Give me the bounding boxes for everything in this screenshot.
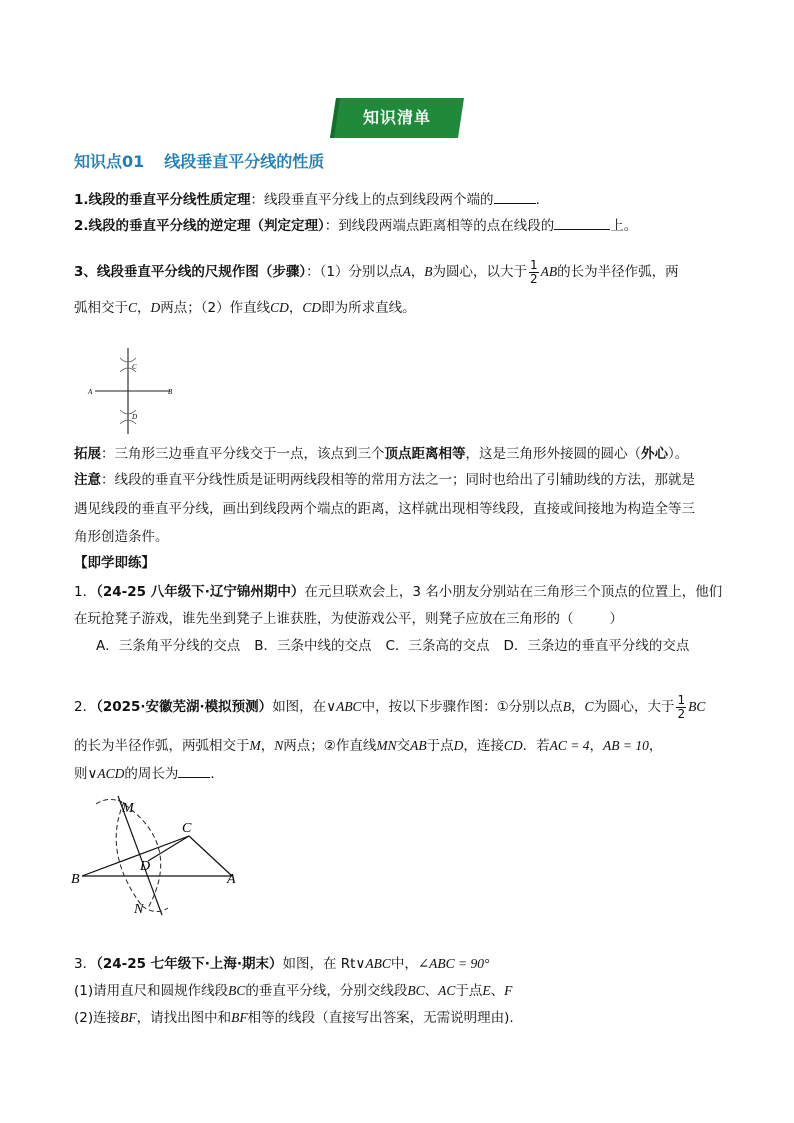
- text-segment: 的周长为: [124, 766, 179, 782]
- note-line-2: 遇见线段的垂直平分线，画出到线段两个端点的距离，这样就出现相等线段，直接或间接地为构造全等三: [74, 501, 695, 517]
- option-a[interactable]: A．三条角平分线的交点: [96, 638, 241, 654]
- text-segment: 两点；（2）作直线: [160, 300, 271, 316]
- text-segment: 在玩抢凳子游戏，谁先坐到凳子上谁获胜，为使游戏公平，则凳子应放在三角形的（: [74, 611, 574, 627]
- question-number: 3．: [74, 956, 97, 972]
- theorem-1-text: ：线段垂直平分线上的点到线段两个端的: [250, 192, 494, 208]
- text-segment: 的垂直平分线，分别交线段: [245, 983, 408, 999]
- theorem-1-end: .: [535, 192, 540, 208]
- section-banner: [330, 98, 464, 138]
- segment-label: BF: [231, 1010, 248, 1025]
- point-label: M: [249, 738, 261, 753]
- segment-label: CD: [302, 300, 322, 315]
- triangle-label: ∨ABC: [326, 699, 362, 714]
- emphasis-text: 外心: [641, 446, 668, 462]
- question-3-part-1: [74, 981, 512, 1001]
- fraction-denominator: 2: [677, 706, 686, 721]
- text-segment: ）: [609, 611, 623, 627]
- triangle-label: ∨ABC: [355, 956, 391, 971]
- option-b[interactable]: B．三条中线的交点: [254, 638, 372, 654]
- point-label-D: D: [140, 859, 151, 874]
- text-segment: 于点: [455, 983, 483, 999]
- knowledge-point-number: 知识点01: [74, 152, 145, 171]
- text-segment: 两点；②作直线: [283, 738, 377, 754]
- point-label-B: B: [168, 388, 173, 396]
- question-2-line-1: [74, 692, 705, 722]
- triangle-construction-figure: [66, 790, 256, 920]
- question-3-part-2: [74, 1008, 514, 1028]
- segment-label: BC: [228, 983, 246, 998]
- point-label: A: [402, 264, 411, 279]
- fraction-half: [676, 694, 686, 721]
- theorem-2: [74, 215, 637, 236]
- text-segment: ，: [410, 264, 425, 280]
- extension-note: [74, 444, 688, 464]
- text-segment: ：三角形三边垂直平分线交于一点，该点到三个: [101, 446, 385, 462]
- text-segment: 中，: [390, 956, 418, 972]
- construction-label: 3、线段垂直平分线的尺规作图（步骤）: [74, 264, 307, 280]
- fraction-numerator: 1: [530, 257, 538, 272]
- text-segment: ：线段的垂直平分线性质是证明两线段相等的常用方法之一；同时也给出了引辅助线的方法，那就是: [101, 472, 695, 488]
- segment-label: CD: [503, 738, 523, 753]
- text-segment: ，: [589, 738, 604, 754]
- segment-label: AB: [410, 738, 427, 753]
- answer-blank: [178, 763, 210, 778]
- text-segment: ，: [288, 300, 303, 316]
- fraction-numerator: 1: [677, 692, 686, 707]
- note-label: 注意: [74, 472, 101, 488]
- text-segment: 为圆心，以大于: [432, 264, 527, 280]
- banner-title: 知识清单: [362, 108, 431, 127]
- note-line-3: 角形创造条件。: [74, 529, 169, 545]
- question-2-line-3: [74, 763, 224, 784]
- question-1-options: [96, 636, 703, 656]
- segment-label: CD: [270, 300, 289, 315]
- point-label-N: N: [134, 902, 144, 917]
- text-segment: ）。: [668, 446, 689, 462]
- point-label: N: [274, 738, 284, 753]
- question-source: （24-25 八年级下·辽宁锦州期中）: [96, 584, 305, 600]
- question-source: （24-25 七年级下·上海·期末）: [96, 956, 283, 972]
- answer-blank: [554, 215, 610, 230]
- text-segment: 、: [490, 983, 505, 999]
- question-1-line-1: [74, 582, 722, 602]
- text-segment: ，: [260, 738, 275, 754]
- construction-steps-line-2: [74, 298, 416, 318]
- text-segment: (1)请用直尺和圆规作线段: [74, 983, 229, 999]
- question-3-line-1: [74, 954, 489, 974]
- text-segment: 交: [396, 738, 411, 754]
- point-label: C: [584, 699, 594, 714]
- point-label: F: [504, 983, 513, 998]
- construction-steps-line-1: [74, 258, 679, 286]
- knowledge-point-title: [74, 151, 324, 173]
- text-segment: 、: [424, 983, 439, 999]
- point-label-D: D: [132, 413, 138, 421]
- text-segment: 的长为半径作弧，两: [557, 264, 679, 280]
- practice-header: 【即学即练】: [74, 555, 155, 571]
- point-label-C: C: [132, 363, 137, 371]
- text-segment: 即为所求直线。: [321, 300, 416, 316]
- segment-label: AC: [438, 983, 456, 998]
- theorem-2-label: 2.线段的垂直平分线的逆定理（判定定理）: [74, 218, 325, 234]
- extension-label: 拓展: [74, 446, 101, 462]
- point-label: B: [562, 699, 571, 714]
- option-c[interactable]: C．三条高的交点: [385, 638, 490, 654]
- text-segment: 于点: [426, 738, 454, 754]
- point-label-B: B: [71, 872, 80, 887]
- equation: AC = 4: [549, 738, 590, 753]
- text-segment: 弧相交于: [74, 300, 128, 316]
- point-label-A: A: [88, 388, 93, 396]
- theorem-2-text: ：到线段两端点距离相等的点在线段的: [324, 218, 555, 234]
- text-segment: ，: [137, 300, 151, 316]
- text-segment: ，: [570, 699, 585, 715]
- segment-label: BC: [688, 699, 706, 714]
- text-segment: 的长为半径作弧，两弧相交于: [74, 738, 250, 754]
- theorem-2-end: 上。: [610, 218, 638, 234]
- point-label: B: [424, 264, 433, 279]
- text-segment: ．若: [522, 738, 550, 754]
- text-segment: ，连接: [463, 738, 504, 754]
- text-segment: 如图，在 Rt: [282, 956, 356, 972]
- question-1-line-2: [74, 609, 623, 629]
- text-segment: ，请找出图中和: [136, 1010, 232, 1026]
- text-segment: 为圆心，大于: [593, 699, 675, 715]
- text-segment: 则: [74, 766, 88, 782]
- point-label: D: [453, 738, 464, 753]
- point-label-A: A: [227, 872, 236, 887]
- point-label: E: [482, 983, 491, 998]
- point-label: C: [128, 300, 138, 315]
- text-segment: 如图，在: [272, 699, 327, 715]
- segment-label: BC: [407, 983, 425, 998]
- knowledge-point-name: 线段垂直平分线的性质: [164, 152, 325, 171]
- question-2-line-2: [74, 736, 662, 756]
- point-label-M: M: [122, 801, 134, 816]
- text-segment: ．: [210, 766, 224, 782]
- question-number: 1．: [74, 584, 97, 600]
- text-segment: ：（1）分别以点: [306, 264, 403, 280]
- option-d[interactable]: D．三条边的垂直平分线的交点: [503, 638, 690, 654]
- segment-label: MN: [376, 738, 397, 753]
- text-segment: ，这是三角形外接圆的圆心（: [465, 446, 641, 462]
- point-label: D: [150, 300, 161, 315]
- answer-blank: [494, 189, 536, 204]
- segment-label: AB: [540, 264, 558, 279]
- text-segment: 中，按以下步骤作图：①分别以点: [361, 699, 563, 715]
- note-line-1: [74, 470, 695, 490]
- theorem-1: [74, 189, 540, 210]
- theorem-1-label: 1.线段的垂直平分线性质定理: [74, 192, 251, 208]
- fraction-denominator: 2: [530, 271, 538, 286]
- text-segment: (2)连接: [74, 1010, 121, 1026]
- equation: AB = 10: [603, 738, 649, 753]
- text-segment: 在元旦联欢会上，3 名小朋友分别站在三角形三个顶点的位置上，他们: [304, 584, 723, 600]
- text-segment: ，: [648, 738, 663, 754]
- angle-equation: ∠ABC = 90°: [417, 956, 490, 971]
- text-segment: 相等的线段（直接写出答案，无需说明理由).: [247, 1010, 514, 1026]
- question-number: 2．: [74, 699, 97, 715]
- emphasis-text: 顶点距离相等: [384, 446, 466, 462]
- triangle-label: ∨ACD: [87, 766, 125, 781]
- point-label-C: C: [182, 821, 192, 836]
- fraction-half: [529, 259, 539, 286]
- perpendicular-bisector-figure: [86, 344, 178, 436]
- segment-label: BF: [120, 1010, 137, 1025]
- question-source: （2025·安徽芜湖·模拟预测）: [96, 699, 273, 715]
